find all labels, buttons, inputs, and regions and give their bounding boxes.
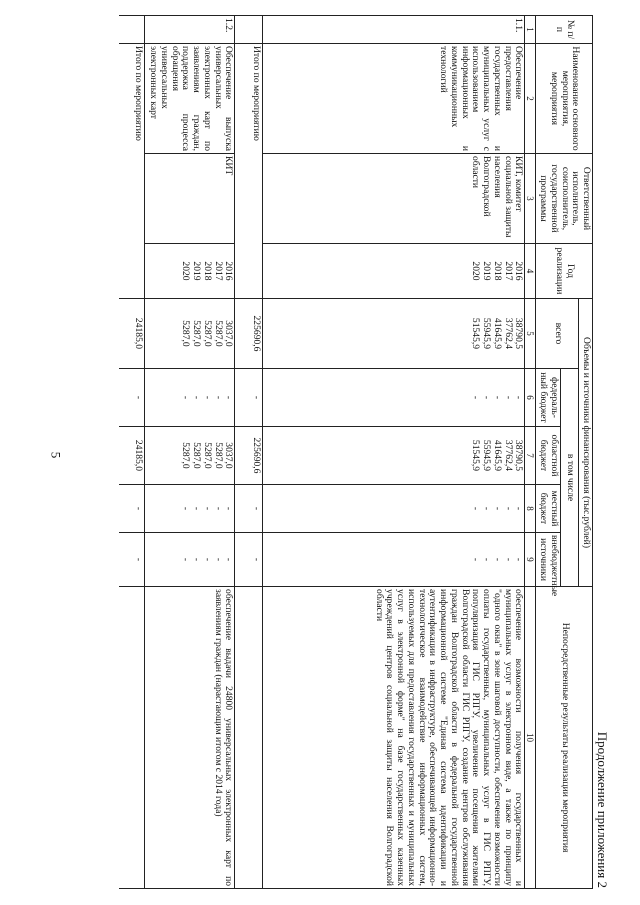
col-number: 2 — [525, 44, 536, 154]
col-number: 1 — [525, 16, 536, 44]
subtotal-label: Итого по мероприятию — [119, 44, 145, 299]
col-number: 4 — [525, 244, 536, 299]
row-number: 1.2. — [145, 16, 235, 44]
header-including: в том числе — [560, 369, 578, 587]
total-cell: 38790,5 37762,4 41645,9 55945,9 51545,9 — [263, 299, 525, 369]
col-number: 5 — [525, 299, 536, 369]
subtotal-total: 225690,6 — [235, 299, 263, 369]
subtotal-offbudget: - — [119, 533, 145, 587]
header-year: Год реализации — [536, 244, 593, 299]
col-number: 3 — [525, 154, 536, 244]
total-cell: 3037,0 5287,0 5287,0 5287,0 5287,0 — [145, 299, 235, 369]
regional-cell: 3037,0 5287,0 5287,0 5287,0 5287,0 — [145, 427, 235, 485]
header-total: всего — [536, 299, 579, 369]
appendix-title: Продолжение приложения 2 — [595, 731, 610, 888]
page-number: 5 — [48, 451, 64, 459]
years-cell: 2016 2017 2018 2019 2020 — [263, 244, 525, 299]
regional-cell: 38790,5 37762,4 41645,9 55945,9 51545,9 — [263, 427, 525, 485]
subtotal-row — [119, 16, 145, 889]
header-responsible: Ответственный исполнитель, соисполнитель, государственной программы — [536, 154, 593, 244]
subtotal-total: 24185,0 — [119, 299, 145, 369]
subtotal-label: Итого по мероприятию — [235, 44, 263, 299]
col-number: 6 — [525, 369, 536, 427]
responsible: КИТ, комитет социальной защиты населения Волгоградской области — [263, 154, 525, 244]
federal-cell: - - - - - — [145, 369, 235, 427]
funding-table — [119, 15, 593, 889]
subtotal-federal: - — [235, 369, 263, 427]
event-name: Обеспечение предоставления государственных и муниципальных услуг с использованием информационных и коммуникационных технологий — [263, 44, 525, 154]
table-row — [145, 16, 235, 889]
subtotal-local: - — [235, 485, 263, 533]
table-row — [263, 16, 525, 889]
subtotal-regional: 24185,0 — [119, 427, 145, 485]
header-result: Непосредственные результаты реализации мероприятия — [536, 587, 593, 889]
local-cell: - - - - - — [263, 485, 525, 533]
offbudget-cell: - - - - - — [145, 533, 235, 587]
col-number: 8 — [525, 485, 536, 533]
header-name: Наименование основного мероприятия, мероприятия — [536, 44, 593, 154]
subtotal-local: - — [119, 485, 145, 533]
header-federal: федераль-ный бюджет — [536, 369, 560, 427]
result-cell: обеспечение возможности получения государственных и муниципальных услуг в электронном виде, а также по принципу "одного окна" в зоне шаговой доступности, обеспечение возможности оплаты государственных, муниципальных услуг в ГИС РПГУ, популяризация ГИС РПГУ, увеличение посещения жителями Волгоградской области ГИС РПГУ, создание центров обслуживания граждан Волгоградской области в федеральной государственной информационной системе "Единая система идентификации и аутентификации в инфраструктуре, обеспечивающей информационно-технологическое взаимодействие информационных систем, используемых для предоставления государственных и муниципальных услуг в электронной форме" на базе государственных казенных учреждений центров социальной защиты населения Волгоградской области — [263, 587, 525, 889]
header-row-1 — [579, 16, 593, 889]
header-num: № п/п — [536, 16, 593, 44]
subtotal-row — [235, 16, 263, 889]
col-number: 7 — [525, 427, 536, 485]
header-local: местный бюджет — [536, 485, 560, 533]
rotated-page — [120, 15, 610, 890]
years-cell: 2016 2017 2018 2019 2020 — [145, 244, 235, 299]
result-cell: обеспечение выдачи 24800 универсальных электронных карт по заявлениям граждан (нарастающим итогом с 2014 года) — [145, 587, 235, 889]
responsible: КИТ — [145, 154, 235, 244]
header-funding: Объемы и источники финансирования (тыс.рублей) — [579, 299, 593, 587]
column-numbers-row — [525, 16, 536, 889]
subtotal-regional: 225690,6 — [235, 427, 263, 485]
offbudget-cell: - - - - - — [263, 533, 525, 587]
federal-cell: - - - - - — [263, 369, 525, 427]
subtotal-offbudget: - — [235, 533, 263, 587]
event-name: Обеспечение выпуска универсальных электронных карт по заявлениям граждан, поддержка процесса обращения универсальных электронных карт — [145, 44, 235, 154]
row-number: 1.1. — [263, 16, 525, 44]
header-offbudget: внебюджетные источники — [536, 533, 560, 587]
subtotal-federal: - — [119, 369, 145, 427]
col-number: 9 — [525, 533, 536, 587]
header-regional: областной бюджет — [536, 427, 560, 485]
col-number: 10 — [525, 587, 536, 889]
local-cell: - - - - - — [145, 485, 235, 533]
